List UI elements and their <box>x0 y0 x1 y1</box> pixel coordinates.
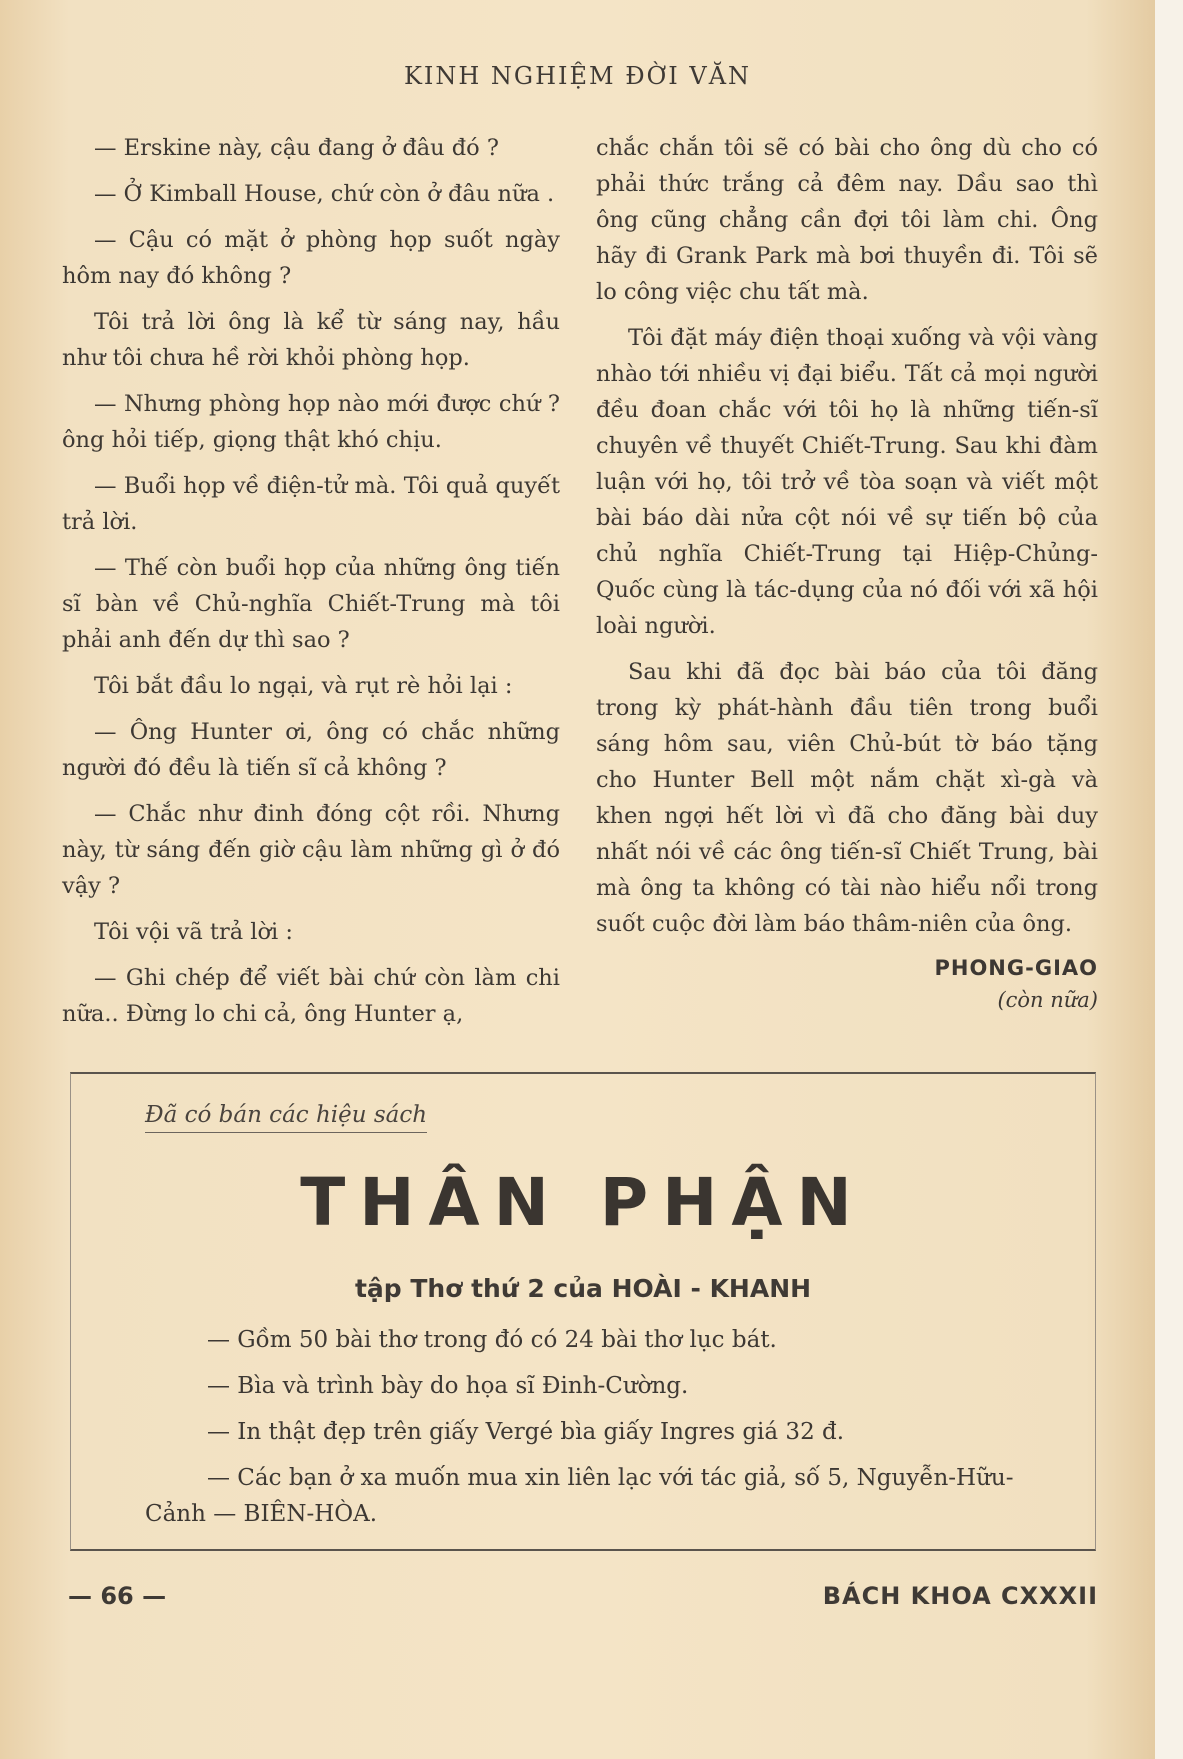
page-number: — 66 — <box>68 1582 167 1610</box>
ad-title: THÂN PHẬN <box>300 1164 866 1241</box>
right-column <box>596 130 1098 1016</box>
paragraph: — Cậu có mặt ở phòng họp suốt ngày hôm nay đó không ? <box>62 227 560 289</box>
paragraph: Sau khi đã đọc bài báo của tôi đăng trong kỳ phát-hành đầu tiên trong buổi sáng hôm sau, viên Chủ-bút tờ báo tặng cho Hunter Bell một nắm chặt xì-gà và khen ngợi hết lời vì đã cho đăng bài duy nhất nói về các ông tiến-sĩ Chiết Trung, bài mà ông ta không có tài nào hiểu nổi trong suốt cuộc đời làm báo thâm-niên của ông. <box>596 659 1098 937</box>
paragraph: — Nhưng phòng họp nào mới được chứ ? ông hỏi tiếp, giọng thật khó chịu. <box>62 391 560 453</box>
running-head: KINH NGHIỆM ĐỜI VĂN <box>403 62 752 90</box>
paragraph-continuation: chắc chắn tôi sẽ có bài cho ông dù cho có phải thức trắng cả đêm nay. Dầu sao thì ông cũng chẳng cần đợi tôi làm chi. Ông hãy đi Grank Park mà bơi thuyền đi. Tôi sẽ lo công việc chu tất mà. <box>596 135 1098 305</box>
paragraph: — Chắc như đinh đóng cột rồi. Nhưng này, từ sáng đến giờ cậu làm những gì ở đó vậy ? <box>62 801 560 899</box>
continued-note: (còn nữa) <box>997 988 1098 1012</box>
author-signature: PHONG-GIAO <box>934 956 1098 980</box>
paragraph: Tôi vội vã trả lời : <box>94 919 293 945</box>
paragraph: — Ở Kimball House, chứ còn ở đâu nữa . <box>94 181 555 207</box>
scan-margin <box>1155 0 1183 1759</box>
paragraph: Tôi trả lời ông là kể từ sáng nay, hầu như tôi chưa hề rời khỏi phòng họp. <box>62 309 560 371</box>
ad-item: — Bìa và trình bày do họa sĩ Đinh-Cường. <box>207 1373 689 1399</box>
magazine-issue: BÁCH KHOA CXXXII <box>822 1582 1098 1610</box>
advertisement-box <box>70 1072 1096 1551</box>
ad-byline: tập Thơ thứ 2 của HOÀI - KHANH <box>354 1274 812 1303</box>
ad-item: — In thật đẹp trên giấy Vergé bìa giấy Ingres giá 32 đ. <box>207 1419 845 1445</box>
paragraph: — Buổi họp về điện-tử mà. Tôi quả quyết trả lời. <box>62 473 560 535</box>
paragraph: Tôi bắt đầu lo ngại, và rụt rè hỏi lại : <box>94 673 513 699</box>
ad-details <box>145 1322 1045 1542</box>
paragraph: — Thế còn buổi họp của những ông tiến sĩ bàn về Chủ-nghĩa Chiết-Trung mà tôi phải anh đến dự thì sao ? <box>62 555 560 653</box>
ad-item: — Các bạn ở xa muốn mua xin liên lạc với tác giả, số 5, Nguyễn-Hữu-Cảnh — BIÊN-HÒA. <box>145 1465 1014 1527</box>
paragraph: — Erskine này, cậu đang ở đâu đó ? <box>94 135 499 161</box>
ad-item: — Gồm 50 bài thơ trong đó có 24 bài thơ lục bát. <box>207 1327 777 1353</box>
paragraph: — Ông Hunter ơi, ông có chắc những người đó đều là tiến sĩ cả không ? <box>62 719 560 781</box>
ad-subtitle: Đã có bán các hiệu sách <box>145 1102 427 1133</box>
paragraph: Tôi đặt máy điện thoại xuống và vội vàng nhào tới nhiều vị đại biểu. Tất cả mọi người đều đoan chắc với tôi họ là những tiến-sĩ chuyên về thuyết Chiết-Trung. Sau khi đàm luận với họ, tôi trở về tòa soạn và viết một bài báo dài nửa cột nói về sự tiến bộ của chủ nghĩa Chiết-Trung tại Hiệp-Chủng-Quốc cùng là tác-dụng của nó đối với xã hội loài người. <box>596 325 1098 639</box>
left-column <box>62 130 560 1042</box>
paragraph: — Ghi chép để viết bài chứ còn làm chi nữa.. Đừng lo chi cả, ông Hunter ạ, <box>62 965 560 1027</box>
